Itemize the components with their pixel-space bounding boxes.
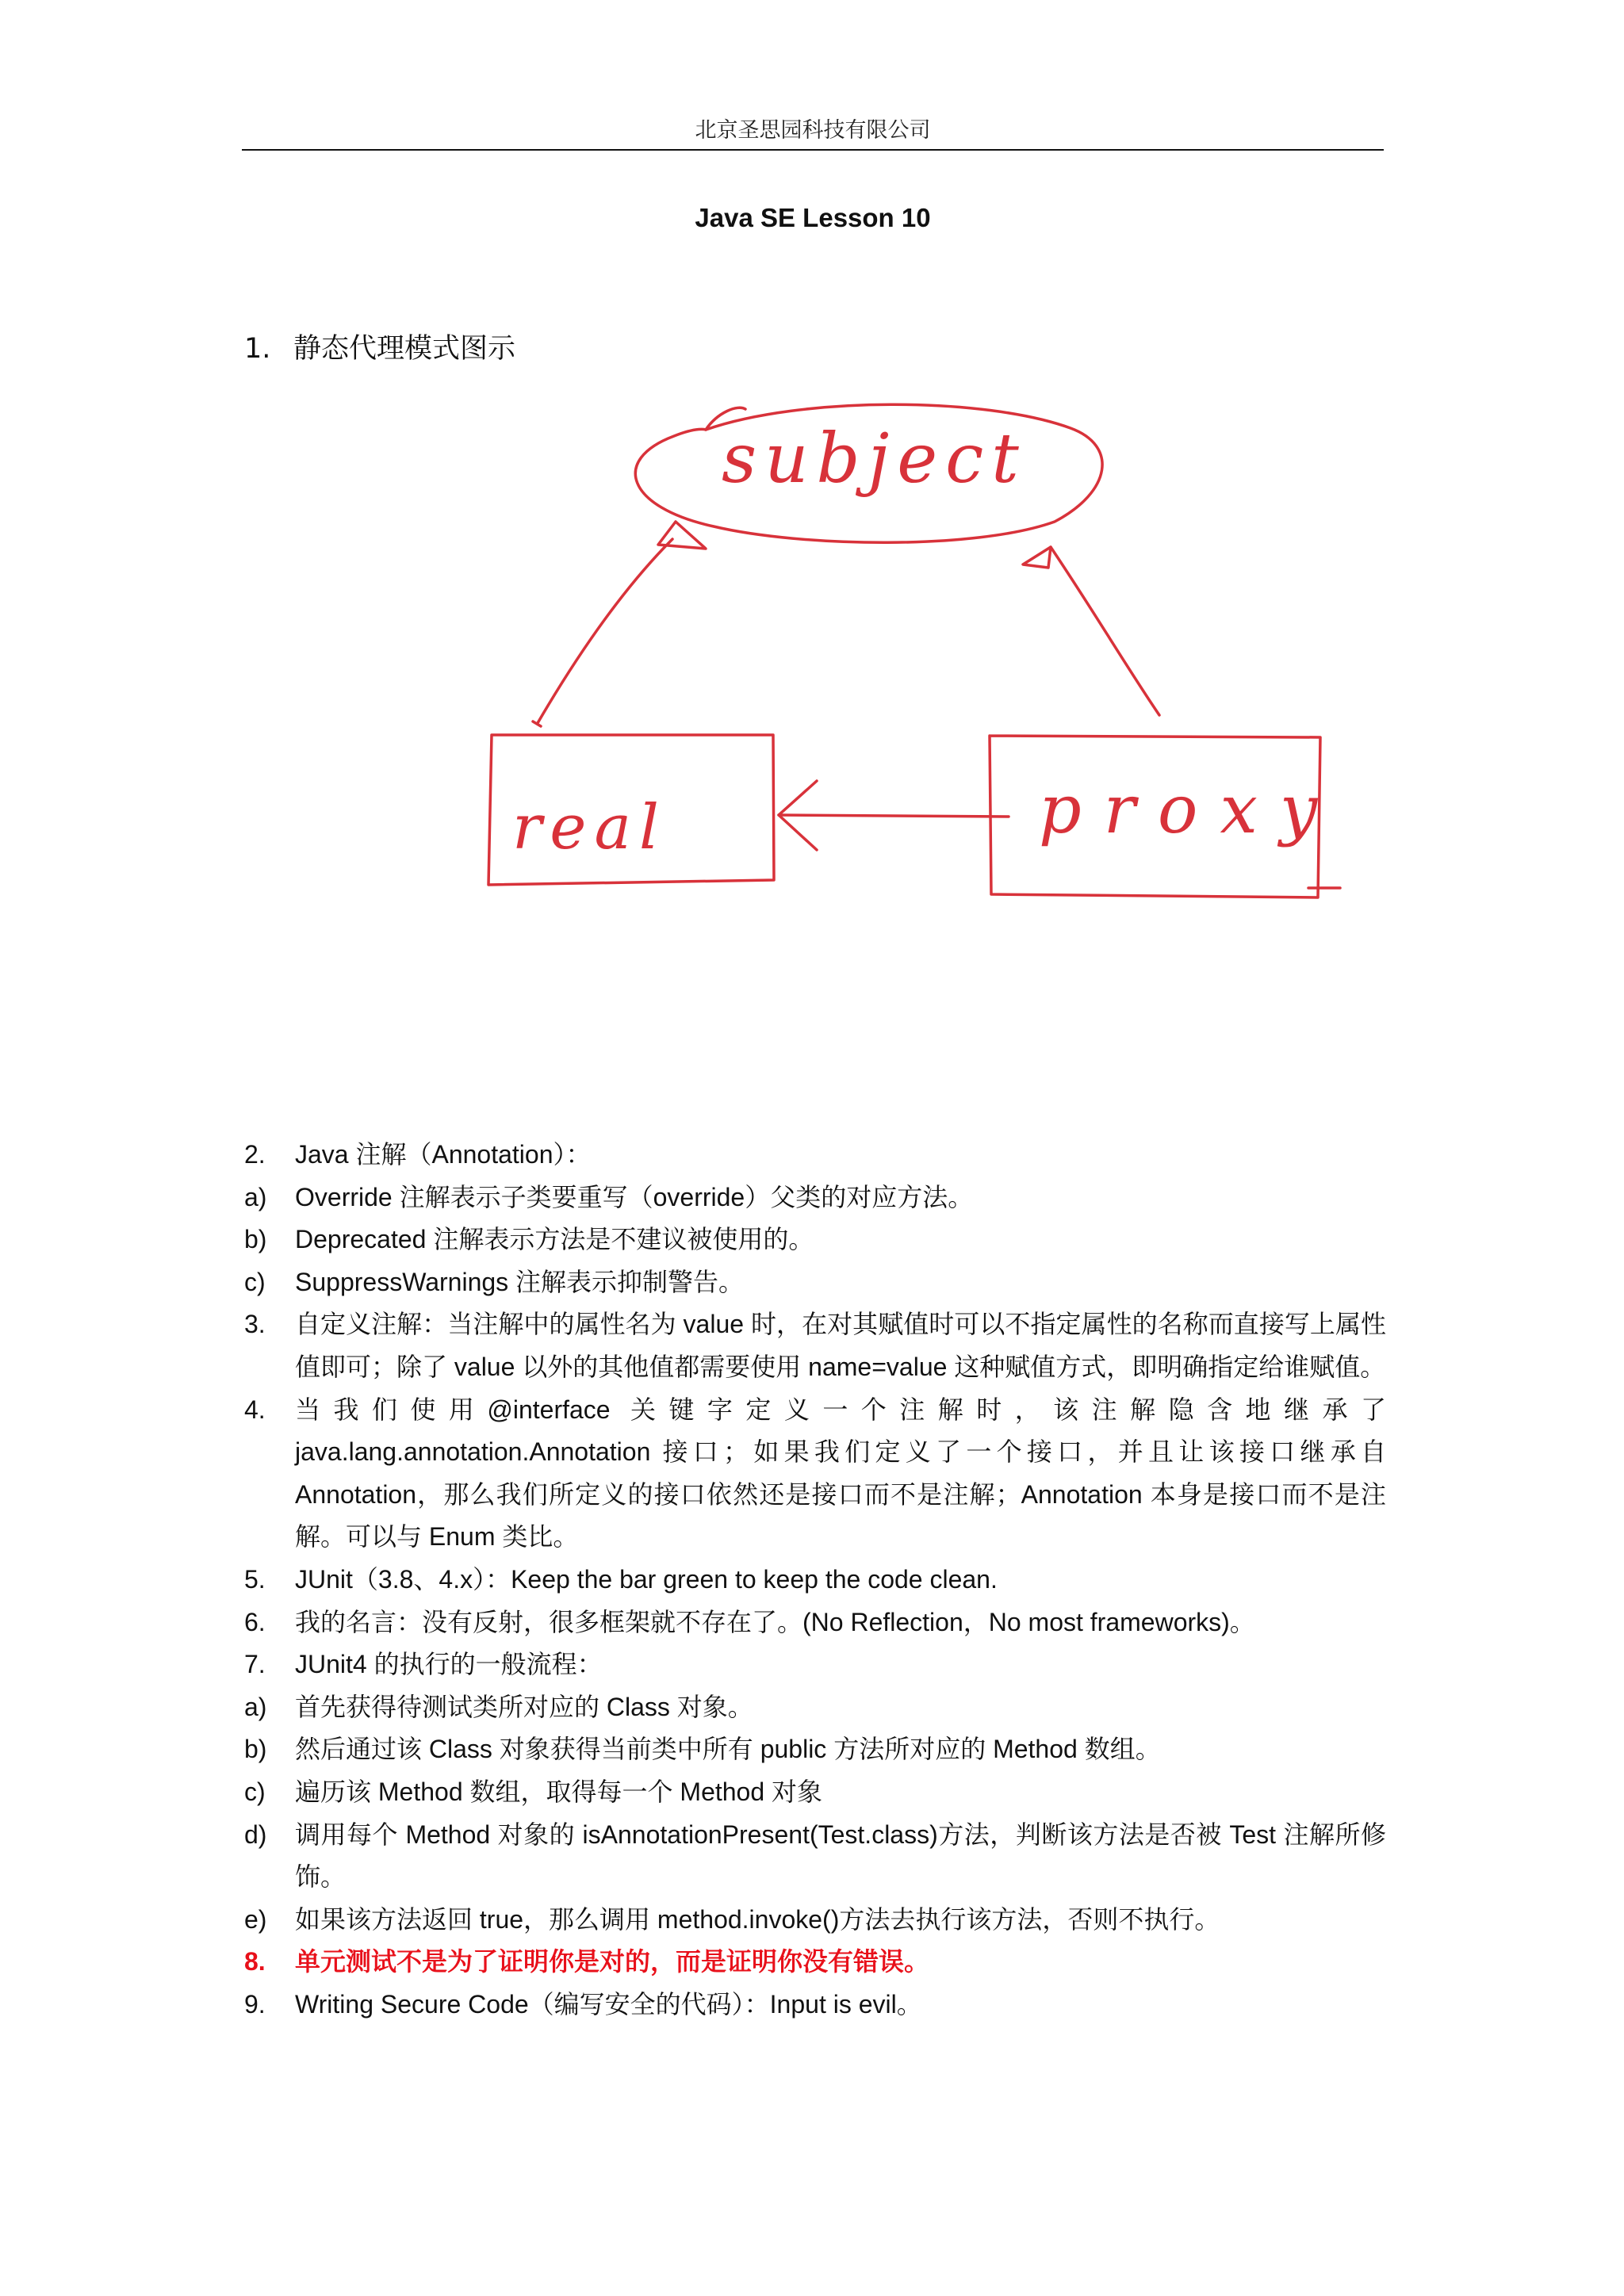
doc-title: Java SE Lesson 10 — [695, 203, 931, 232]
section-1-heading — [244, 327, 1386, 371]
real-label: real — [512, 792, 667, 863]
list-marker: b) — [244, 1225, 267, 1254]
list-text: 遍历该 Method 数组，取得每一个 Method 对象 — [295, 1777, 823, 1806]
list-item — [244, 1899, 1386, 1942]
list-text: Java 注解（Annotation）： — [295, 1140, 592, 1169]
list-item — [244, 1728, 1386, 1771]
notes-list — [244, 1134, 1393, 2026]
list-text: 首先获得待测试类所对应的 Class 对象。 — [295, 1692, 753, 1721]
list-text: Writing Secure Code（编写安全的代码）：Input is evil。 — [295, 1989, 922, 2019]
static-proxy-diagram — [468, 381, 1356, 936]
list-text: 自定义注解：当注解中的属性名为 value 时，在对其赋值时可以不指定属性的名称而直接写上属性值即可；除了 value 以外的其他值都需要使用 name=value 这种赋值方式，即明确指定给谁赋值。 — [295, 1310, 1386, 1381]
list-item — [244, 1644, 1386, 1686]
proxy-to-subject-arrowhead — [1023, 547, 1051, 568]
section-1-number: 1. — [244, 333, 271, 365]
list-marker: 9. — [244, 1989, 266, 2019]
list-marker: 4. — [244, 1395, 266, 1424]
list-marker: d) — [244, 1820, 267, 1849]
list-text: Override 注解表示子类要重写（override）父类的对应方法。 — [295, 1182, 974, 1211]
list-item — [244, 1559, 1386, 1601]
list-item — [244, 1686, 1386, 1729]
list-item — [244, 1134, 1386, 1177]
list-text: 调用每个 Method 对象的 isAnnotationPresent(Test.class)方法，判断该方法是否被 Test 注解所修饰。 — [295, 1820, 1386, 1892]
list-marker: 3. — [244, 1310, 266, 1339]
list-text: JUnit（3.8、4.x）：Keep the bar green to keep the code clean. — [295, 1564, 998, 1594]
list-item — [244, 1219, 1386, 1261]
list-marker: e) — [244, 1904, 267, 1934]
list-item — [244, 1303, 1386, 1388]
list-item — [244, 1601, 1386, 1644]
list-marker: 5. — [244, 1564, 266, 1594]
list-marker: a) — [244, 1692, 267, 1721]
list-item — [244, 1984, 1386, 2026]
list-item — [244, 1814, 1386, 1899]
list-text: 如果该方法返回 true，那么调用 method.invoke()方法去执行该方法，否则不执行。 — [295, 1904, 1220, 1934]
list-text: 然后通过该 Class 对象获得当前类中所有 public 方法所对应的 Method 数组。 — [295, 1735, 1161, 1764]
list-text: 当我们使用@interface 关键字定义一个注解时，该注解隐含地继承了java.lang.annotation.Annotation 接口；如果我们定义了一个接口，并且让该接口继承自 Annotation，那么我们所定义的接口依然还是接口而不是注解；Annotation 本身是接口而不是注解。可以与 Enum 类比。 — [295, 1395, 1393, 1552]
proxy-to-real-line — [779, 815, 1009, 817]
list-marker: 8. — [244, 1947, 266, 1976]
list-text: 我的名言：没有反射，很多框架就不存在了。(No Reflection，No most frameworks)。 — [295, 1607, 1255, 1636]
list-marker: 7. — [244, 1650, 266, 1679]
section-1-text: 静态代理模式图示 — [293, 333, 516, 365]
list-text: Deprecated 注解表示方法是不建议被使用的。 — [295, 1225, 814, 1254]
subject-label: subject — [722, 419, 1027, 499]
list-marker: a) — [244, 1182, 267, 1211]
header-rule — [242, 149, 1384, 151]
list-text: JUnit4 的执行的一般流程： — [295, 1650, 603, 1679]
proxy-label: proxy — [1039, 771, 1340, 848]
list-text: SuppressWarnings 注解表示抑制警告。 — [295, 1267, 745, 1296]
list-item — [244, 1389, 1393, 1559]
list-marker: 6. — [244, 1607, 266, 1636]
list-text: 单元测试不是为了证明你是对的，而是证明你没有错误。 — [295, 1947, 930, 1976]
page-header: 北京圣思园科技有限公司 — [695, 118, 931, 143]
list-item-highlighted — [244, 1941, 1386, 1984]
list-item — [244, 1771, 1386, 1814]
list-marker: 2. — [244, 1140, 266, 1169]
real-to-subject-arrowhead — [658, 522, 706, 549]
list-marker: c) — [244, 1777, 266, 1806]
real-to-subject-line — [538, 539, 672, 723]
list-marker: b) — [244, 1735, 267, 1764]
list-item — [244, 1177, 1386, 1219]
list-item — [244, 1261, 1386, 1304]
list-marker: c) — [244, 1267, 266, 1296]
proxy-to-subject-line — [1051, 547, 1159, 715]
